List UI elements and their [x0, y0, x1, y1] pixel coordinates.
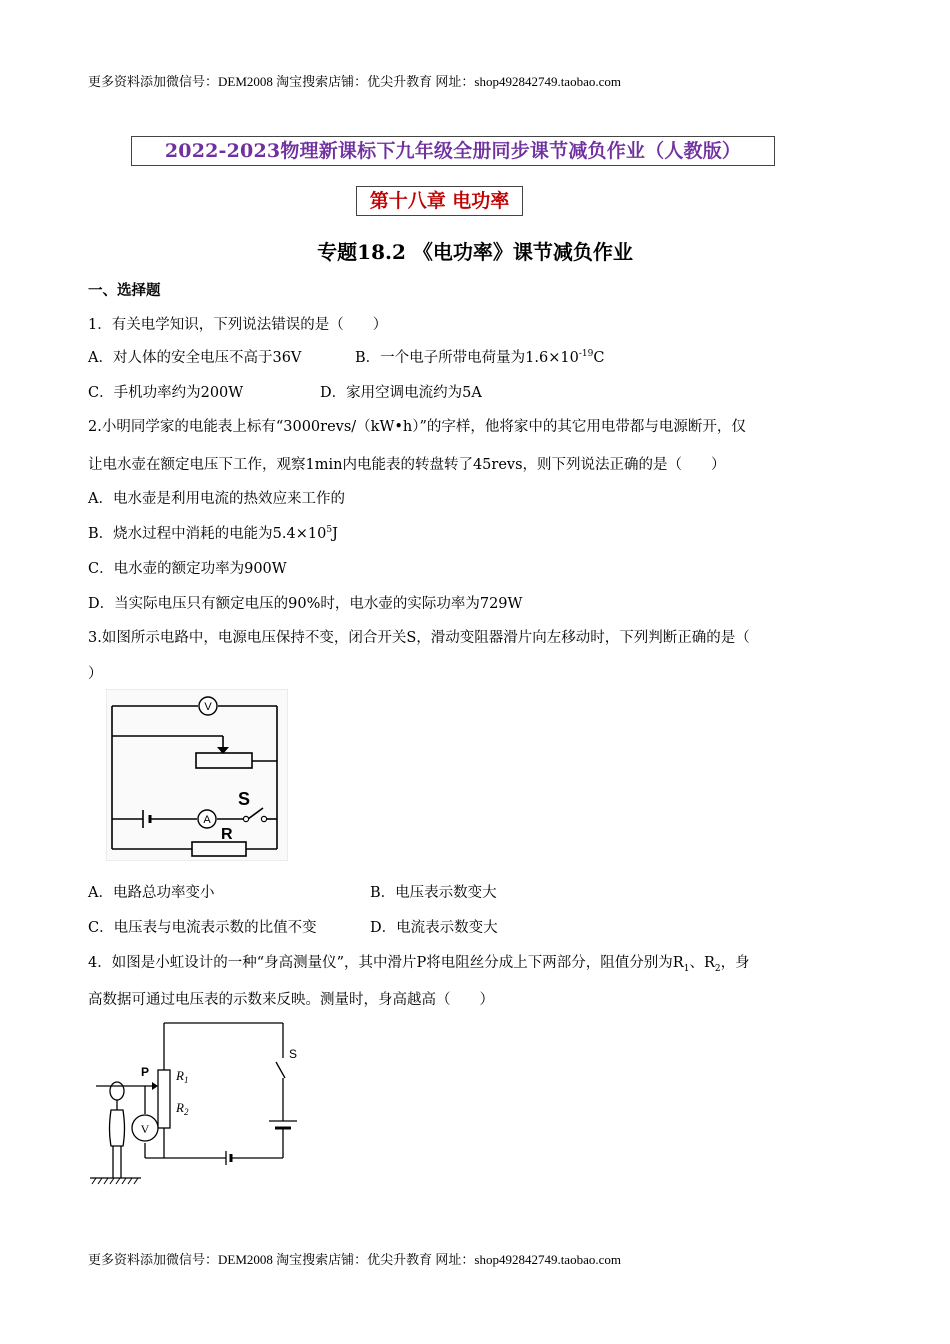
section-heading: 一、选择题 — [88, 282, 161, 299]
voltmeter-label: V — [140, 1122, 150, 1136]
q3-option-b: B．电压表示数变大 — [370, 885, 497, 901]
q3-stem-line1: 3.如图所示电路中，电源电压保持不变，闭合开关S，滑动变阻器滑片向左移动时，下列判断正确的是（ — [88, 630, 750, 646]
q4-stem-line1: 4．如图是小虹设计的一种“身高测量仪”，其中滑片P将电阻丝分成上下两部分，阻值分别为$R_1$、$R_2$，身 — [88, 955, 750, 974]
q1-stem: 1．有关电学知识，下列说法错误的是（ ） — [88, 317, 388, 333]
q3-option-c: C．电压表与电流表示数的比值不变 — [88, 920, 317, 936]
q3-option-a: A．电路总功率变小 — [88, 885, 215, 901]
page-footer: 更多资料添加微信号：DEM2008 淘宝搜索店铺：优尖升教育 网址：shop492842749.taobao.com — [88, 1252, 621, 1267]
topic-title: 专题18.2 《电功率》课节减负作业 — [317, 240, 633, 264]
chapter-title: 第十八章 电功率 — [356, 186, 523, 216]
q3-circuit-diagram — [106, 689, 288, 861]
q1-option-b: B．一个电子所带电荷量为$1.6\times 10^{-19}C$ — [355, 349, 605, 366]
q4-stem-line2: 高数据可通过电压表的示数来反映。测量时，身高越高（ ） — [88, 992, 494, 1008]
q1-option-d: D．家用空调电流约为5A — [320, 385, 482, 401]
voltmeter-label: V — [204, 701, 212, 713]
q2-stem-line1: 2.小明同学家的电能表上标有“3000revs/（kW•h）”的字样，他将家中的其它用电带都与电源断开，仅 — [88, 419, 746, 435]
r2-label: $R_2$ — [176, 1100, 189, 1117]
q3-stem-line2: ） — [88, 666, 103, 682]
resistor-label: R — [221, 826, 233, 843]
q2-option-a: A．电水壶是利用电流的热效应来工作的 — [88, 491, 345, 507]
q2-option-b: B．烧水过程中消耗的电能为$5.4\times 10^5J$ — [88, 525, 338, 542]
page-header: 更多资料添加微信号：DEM2008 淘宝搜索店铺：优尖升教育 网址：shop492842749.taobao.com — [88, 74, 621, 89]
q2-option-d: D．当实际电压只有额定电压的90%时，电水壶的实际功率为729W — [88, 596, 523, 612]
switch-label: S — [238, 789, 251, 809]
q1-option-a: A．对人体的安全电压不高于36V — [88, 350, 302, 366]
q4-height-meter-diagram — [86, 1018, 306, 1186]
document-title: 2022-2023物理新课标下九年级全册同步课节减负作业（人教版） — [131, 136, 775, 166]
q1-option-c: C．手机功率约为200W — [88, 385, 244, 401]
q3-option-d: D．电流表示数变大 — [370, 920, 498, 936]
q2-stem-line2: 让电水壶在额定电压下工作，观察1min内电能表的转盘转了45revs，则下列说法正确的是（ ） — [88, 457, 726, 473]
q2-option-c: C．电水壶的额定功率为900W — [88, 561, 287, 577]
switch-label: S — [289, 1047, 298, 1061]
r1-label: $R_1$ — [176, 1068, 189, 1085]
slider-p-label: P — [141, 1065, 150, 1079]
ammeter-label: A — [203, 814, 211, 826]
